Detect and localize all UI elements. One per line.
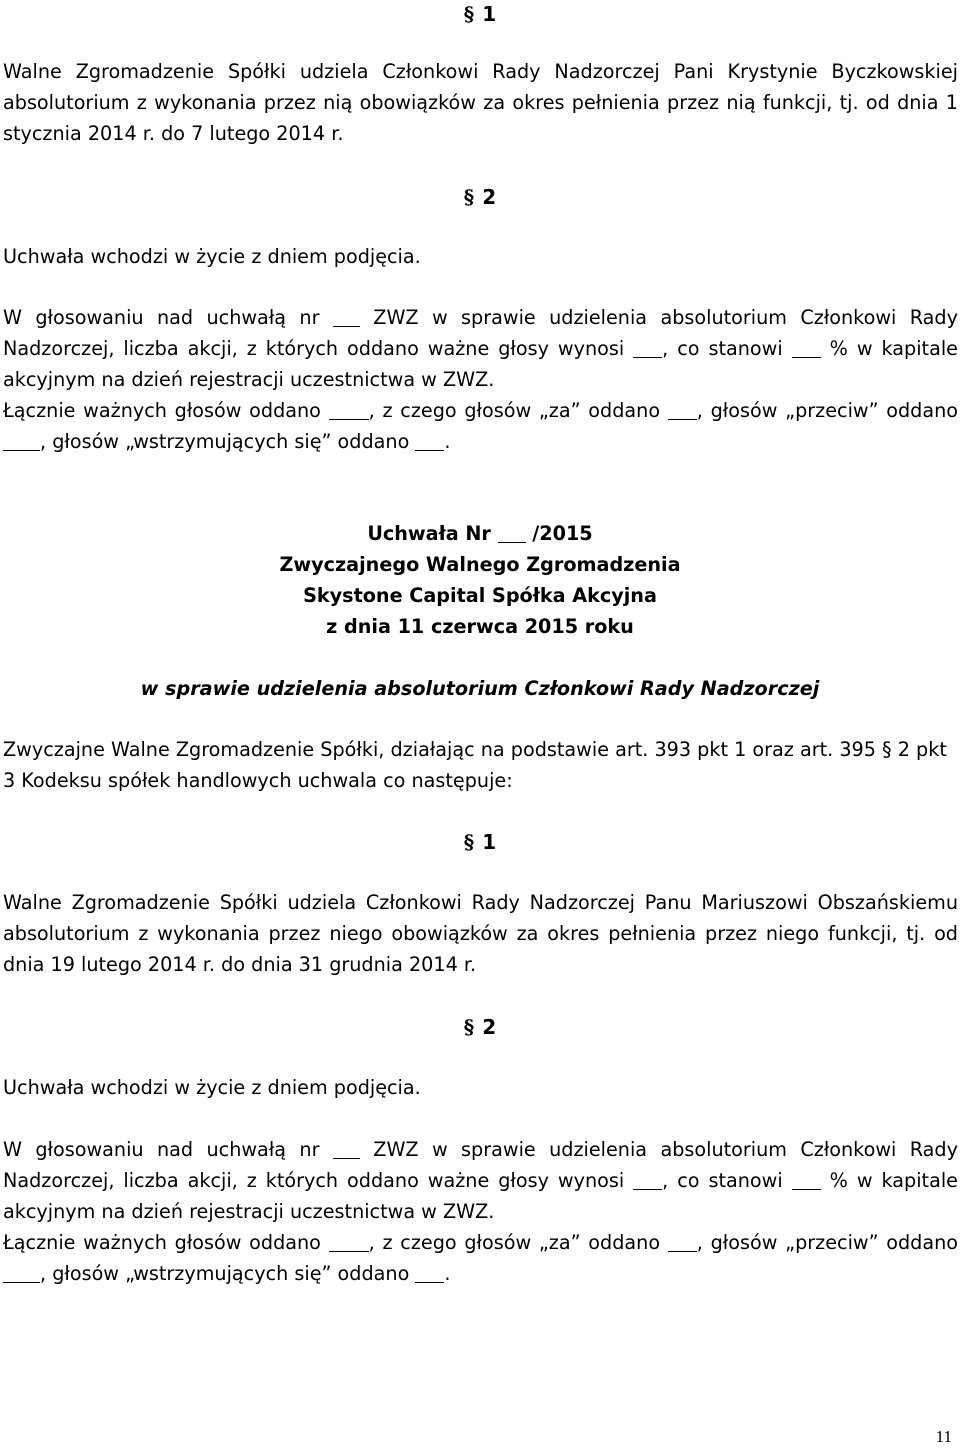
blank-field <box>668 400 697 420</box>
blank-field <box>668 1232 697 1252</box>
blank-field <box>633 338 662 358</box>
blank-field <box>333 1139 360 1159</box>
blank-field <box>415 431 444 451</box>
meeting-name: Zwyczajnego Walnego Zgromadzenia <box>279 553 681 576</box>
voting-paragraph: W głosowaniu nad uchwałą nr ZWZ w sprawie udzielenia absolutorium Członkowi Rady Nadzorczej, liczba akcji, z których oddano ważne głosy wynosi , co stanowi % w kapitale akcyjnym na dzień rejestracji uczestnictwa w ZWZ. Łącznie ważnych głosów oddano , z czego głosów „za” oddano , głosów „przeciw” oddano , głosów „wstrzymujących się” oddano . <box>3 1138 959 1285</box>
section-symbol: § <box>463 185 475 209</box>
company-name: Skystone Capital Spółka Akcyjna <box>303 584 657 607</box>
section-symbol: § <box>463 1015 475 1039</box>
blank-field <box>792 338 821 358</box>
resolution-title: Uchwała Nr /2015 <box>367 522 593 545</box>
section-2-text: Uchwała wchodzi w życie z dniem podjęcia. <box>3 1076 421 1099</box>
resolution-subject: w sprawie udzielenia absolutorium Członkowi Rady Nadzorczej <box>140 677 820 700</box>
blank-field <box>792 1170 821 1190</box>
section-1-text: Walne Zgromadzenie Spółki udziela Członkowi Rady Nadzorczej Panu Mariuszowi Obszańskiemu absolutorium z wykonania przez niego obowiązków za okres pełnienia przez niego funkcji, tj. od dnia 19 lutego 2014 r. do dnia 31 grudnia 2014 r. <box>3 891 958 976</box>
section-2-text: Uchwała wchodzi w życie z dniem podjęcia. <box>3 245 421 268</box>
blank-field <box>498 523 526 543</box>
section-heading-1: § 1 <box>463 830 497 854</box>
resolution-date: z dnia 11 czerwca 2015 roku <box>326 615 634 638</box>
voting-paragraph: W głosowaniu nad uchwałą nr ZWZ w sprawie udzielenia absolutorium Członkowi Rady Nadzorczej, liczba akcji, z których oddano ważne głosy wynosi , co stanowi % w kapitale akcyjnym na dzień rejestracji uczestnictwa w ZWZ. Łącznie ważnych głosów oddano , z czego głosów „za” oddano , głosów „przeciw” oddano , głosów „wstrzymujących się” oddano . <box>3 306 959 453</box>
blank-field <box>415 1263 444 1283</box>
section-symbol: § <box>463 2 475 26</box>
blank-field <box>333 307 360 327</box>
section-1-text: Walne Zgromadzenie Spółki udziela Członkowi Rady Nadzorczej Pani Krystynie Byczkowskiej absolutorium z wykonania przez nią obowiązków za okres pełnienia przez nią funkcji, tj. od dnia 1 stycznia 2014 r. do 7 lutego 2014 r. <box>3 60 958 145</box>
blank-field <box>633 1170 662 1190</box>
blank-field <box>329 400 369 420</box>
blank-field <box>3 431 40 451</box>
blank-field <box>329 1232 369 1252</box>
preamble: Zwyczajne Walne Zgromadzenie Spółki, działając na podstawie art. 393 pkt 1 oraz art. 395 § 2 pkt 3 Kodeksu spółek handlowych uchwala co następuje: <box>3 738 947 792</box>
section-heading-1: § 1 <box>463 2 497 26</box>
section-symbol: § <box>463 830 475 854</box>
section-heading-2: § 2 <box>463 185 497 209</box>
blank-field <box>3 1263 40 1283</box>
section-heading-2: § 2 <box>463 1015 497 1039</box>
page-number: 11 <box>935 1427 952 1446</box>
